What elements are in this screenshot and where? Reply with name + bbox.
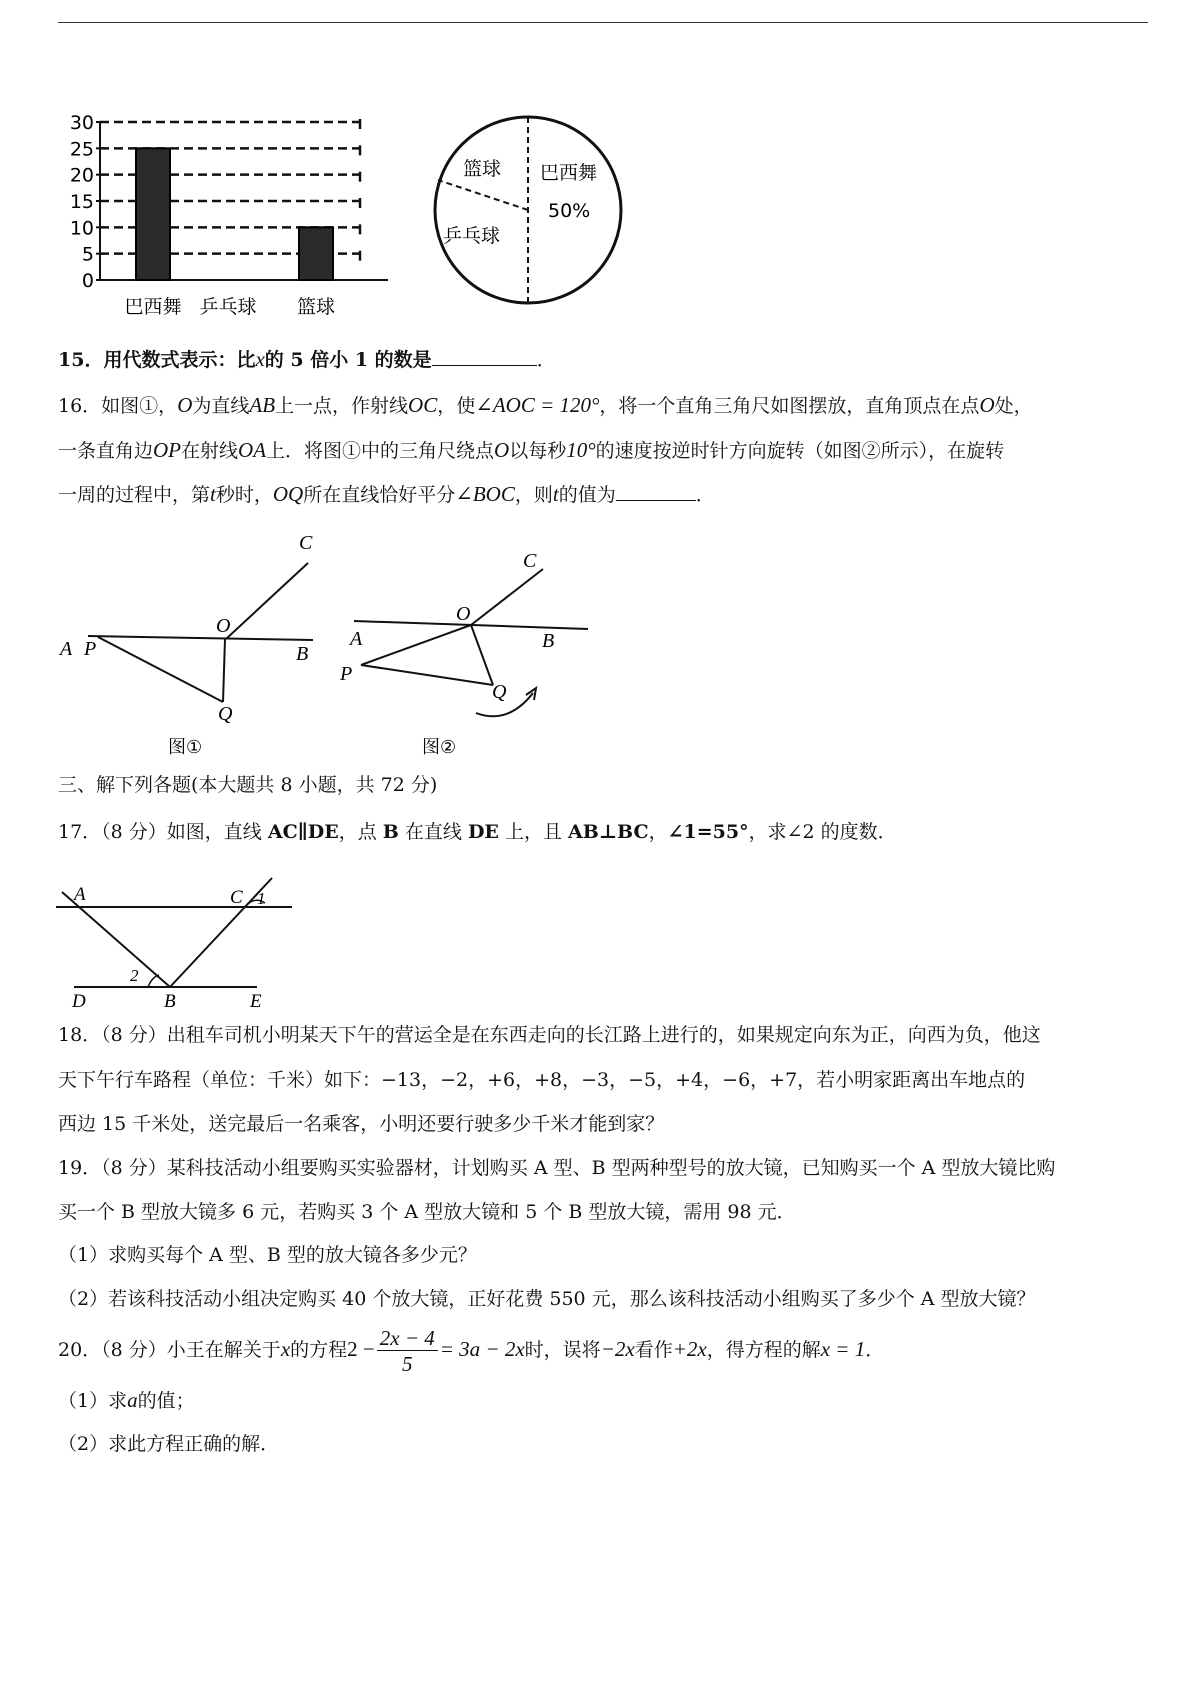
q17-figure bbox=[52, 870, 312, 1010]
text: 的方程 bbox=[290, 1339, 348, 1361]
equation-fraction bbox=[377, 1326, 438, 1377]
label-O: O bbox=[456, 603, 471, 625]
math-t: t bbox=[210, 482, 216, 506]
ray-OC-fig1 bbox=[226, 563, 308, 639]
text: 在直线 bbox=[398, 821, 468, 843]
q15-prefix: 15．用代数式表示：比 bbox=[58, 349, 256, 371]
text: ， bbox=[648, 821, 668, 843]
text: 的值为 bbox=[558, 484, 616, 506]
q16-figures bbox=[58, 525, 678, 770]
text: ，点 bbox=[338, 821, 383, 843]
line-AB-fig1 bbox=[88, 636, 313, 640]
y-tick-label: 10 bbox=[69, 217, 94, 240]
math-AB: AB bbox=[249, 393, 276, 417]
text: ． bbox=[695, 484, 715, 506]
text: 一周的过程中，第 bbox=[58, 484, 211, 506]
math-mistaken-term: +2x bbox=[672, 1337, 707, 1361]
q19-line1: 19．（8 分）某科技活动小组要购买实验器材，计划购买 A 型、B 型两种型号的放大镜，已知购买一个 A 型放大镜比购 bbox=[58, 1157, 1056, 1179]
y-tick-label: 20 bbox=[69, 164, 94, 187]
edge-OQ-fig2 bbox=[471, 625, 493, 685]
q15 bbox=[58, 347, 556, 372]
math-a: a bbox=[127, 1388, 138, 1412]
top-rule bbox=[58, 22, 1148, 23]
math-O: O bbox=[494, 438, 510, 462]
q16-line3 bbox=[58, 482, 715, 507]
text: 为直线 bbox=[192, 395, 250, 417]
text: 看作 bbox=[634, 1339, 673, 1361]
text: 一条直角边 bbox=[58, 440, 154, 462]
pie-percent-label: 50% bbox=[548, 200, 591, 222]
label-A: A bbox=[350, 628, 363, 650]
label-O: O bbox=[216, 615, 231, 637]
text: （1）求 bbox=[58, 1390, 128, 1412]
q15-suffix: 的 5 倍小 1 的数是 bbox=[264, 349, 432, 371]
math-parallel: AC∥DE bbox=[267, 821, 339, 843]
text: 的速度按逆时针方向旋转（如图②所示），在旋转 bbox=[595, 440, 1005, 462]
figure-1-caption: 图① bbox=[168, 737, 203, 758]
label-A: A bbox=[74, 884, 86, 905]
label-angle-2: 2 bbox=[130, 966, 139, 985]
q16-line1 bbox=[58, 393, 1033, 418]
label-Q: Q bbox=[492, 681, 507, 703]
text: ，得方程的解 bbox=[706, 1339, 821, 1361]
q18-line3: 西边 15 千米处，送完最后一名乘客，小明还要行驶多少千米才能到家？ bbox=[58, 1113, 665, 1135]
text: ，求∠2 的度数． bbox=[748, 821, 897, 843]
text: ，将一个直角三角尺如图摆放，直角顶点在点 bbox=[599, 395, 980, 417]
label-D: D bbox=[72, 991, 86, 1010]
text: 处， bbox=[994, 395, 1033, 417]
q18-line2: 天下午行车路程（单位：千米）如下：−13，−2，+6，+8，−3，−5，+4，−6，+7，若小明家距离出车地点的 bbox=[58, 1069, 1026, 1091]
text: 时，误将 bbox=[524, 1339, 601, 1361]
math-O: O bbox=[979, 393, 995, 417]
math-O: O bbox=[177, 393, 193, 417]
edge-OQ-fig1 bbox=[223, 639, 225, 702]
text: 17．（8 分）如图，直线 bbox=[58, 821, 268, 843]
fraction-numerator: 2x − 4 bbox=[377, 1326, 438, 1351]
math-solution: x = 1 bbox=[820, 1337, 866, 1361]
label-C: C bbox=[523, 550, 537, 572]
math-OP: OP bbox=[153, 438, 182, 462]
math-wrong-term: −2x bbox=[600, 1337, 635, 1361]
label-P: P bbox=[340, 663, 353, 685]
label-C: C bbox=[299, 532, 313, 554]
label-A: A bbox=[60, 638, 73, 660]
label-B: B bbox=[296, 643, 309, 665]
equation-right: = 3a − 2x bbox=[439, 1337, 525, 1361]
q15-end: ． bbox=[536, 349, 556, 371]
fraction-denominator: 5 bbox=[402, 1351, 413, 1376]
q18-line1: 18．（8 分）出租车司机小明某天下午的营运全是在东西走向的长江路上进行的，如果规定向东为正，向西为负，他这 bbox=[58, 1024, 1041, 1046]
label-P: P bbox=[84, 638, 97, 660]
y-tick-label: 0 bbox=[81, 270, 94, 292]
text: 以每秒 bbox=[509, 440, 567, 462]
bar bbox=[299, 227, 333, 280]
q20 bbox=[58, 1324, 884, 1377]
label-Q: Q bbox=[218, 703, 233, 725]
math-OA: OA bbox=[238, 438, 267, 462]
edge-PQ-fig2 bbox=[361, 665, 493, 685]
math-DE: DE bbox=[467, 821, 499, 843]
math-degree: 10° bbox=[566, 438, 596, 462]
q20-sub1 bbox=[58, 1388, 195, 1413]
pie-label-basketball: 篮球 bbox=[463, 158, 502, 180]
q20-sub2: （2）求此方程正确的解． bbox=[58, 1433, 280, 1455]
text: ，则 bbox=[514, 484, 553, 506]
text: ． bbox=[865, 1339, 885, 1361]
math-angle1: ∠1=55° bbox=[667, 821, 749, 843]
math-angle-BOC: ∠BOC bbox=[455, 482, 515, 506]
math-OC: OC bbox=[408, 393, 438, 417]
y-tick-label: 25 bbox=[69, 138, 94, 161]
text: 20．（8 分）小王在解关于 bbox=[58, 1339, 281, 1361]
section-3-heading: 三、解下列各题(本大题共 8 小题，共 72 分) bbox=[58, 774, 438, 796]
pie-label-pingpong: 乒乓球 bbox=[443, 225, 501, 247]
bar bbox=[136, 148, 170, 280]
pie-divider-left bbox=[438, 180, 528, 210]
bar-chart bbox=[70, 112, 388, 318]
q16-answer-blank bbox=[616, 482, 696, 501]
text: 上，且 bbox=[498, 821, 569, 843]
equation-left: 2 − bbox=[347, 1337, 375, 1361]
text: 的值； bbox=[137, 1390, 195, 1412]
math-B: B bbox=[382, 821, 399, 843]
math-OQ: OQ bbox=[272, 482, 304, 506]
x-category-label: 乒乓球 bbox=[199, 296, 257, 318]
text: ，使 bbox=[437, 395, 476, 417]
x-category-label: 巴西舞 bbox=[124, 296, 182, 318]
text: 上．将图①中的三角尺绕点 bbox=[266, 440, 495, 462]
pie-label-dance: 巴西舞 bbox=[540, 162, 598, 184]
q19-sub1: （1）求购买每个 A 型、B 型的放大镜各多少元？ bbox=[58, 1244, 477, 1266]
ray-OC-fig2 bbox=[471, 569, 543, 625]
text: 所在直线恰好平分 bbox=[303, 484, 456, 506]
edge-OP-fig2 bbox=[361, 625, 471, 665]
math-angle-AOC: ∠AOC = 120° bbox=[475, 393, 600, 417]
edge-PQ-fig1 bbox=[98, 637, 223, 702]
x-category-label: 篮球 bbox=[296, 296, 336, 318]
q19-line2: 买一个 B 型放大镜多 6 元，若购买 3 个 A 型放大镜和 5 个 B 型放大镜，需用 98 元． bbox=[58, 1201, 796, 1223]
q19-sub2: （2）若该科技活动小组决定购买 40 个放大镜，正好花费 550 元，那么该科技活动小组购买了多少个 A 型放大镜？ bbox=[58, 1288, 1036, 1310]
text: 在射线 bbox=[181, 440, 239, 462]
q15-var: x bbox=[255, 347, 265, 371]
pie-chart bbox=[435, 117, 621, 303]
math-perp: AB⊥BC bbox=[568, 821, 649, 843]
label-angle-1: 1 bbox=[257, 889, 266, 908]
label-B: B bbox=[542, 630, 555, 652]
q15-answer-blank bbox=[432, 347, 537, 366]
text: 上一点，作射线 bbox=[275, 395, 409, 417]
q16-line2 bbox=[58, 438, 1004, 463]
label-C: C bbox=[230, 887, 243, 908]
math-x: x bbox=[280, 1337, 291, 1361]
y-tick-label: 30 bbox=[69, 112, 94, 134]
text: 秒时， bbox=[215, 484, 273, 506]
label-E: E bbox=[250, 991, 262, 1010]
figure-2 bbox=[339, 550, 588, 758]
math-t: t bbox=[552, 482, 559, 506]
figure-1 bbox=[58, 532, 313, 758]
figure-2-caption: 图② bbox=[422, 737, 457, 758]
y-tick-label: 5 bbox=[81, 243, 94, 266]
text: 16．如图①， bbox=[58, 395, 178, 417]
q14-figure bbox=[58, 105, 658, 345]
y-tick-label: 15 bbox=[69, 191, 94, 213]
q17 bbox=[58, 820, 897, 844]
label-B: B bbox=[164, 991, 176, 1010]
